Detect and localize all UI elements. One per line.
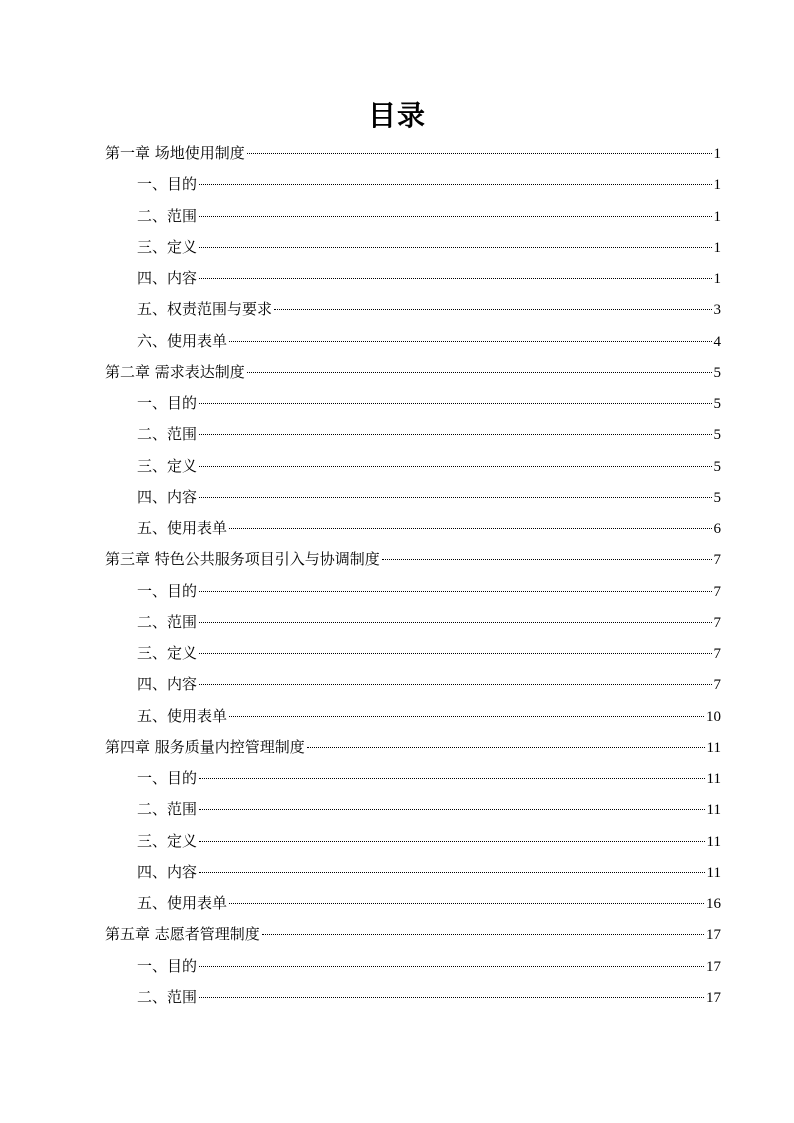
toc-entry-label: 六、使用表单 bbox=[137, 331, 228, 350]
toc-dot-leader bbox=[199, 466, 711, 467]
toc-dot-leader bbox=[199, 434, 711, 435]
toc-dot-leader bbox=[229, 528, 711, 529]
toc-entry-label: 三、定义 bbox=[137, 237, 198, 256]
toc-page-number: 11 bbox=[706, 833, 721, 850]
toc-entry-label: 一、目的 bbox=[137, 175, 198, 194]
toc-page-number: 6 bbox=[713, 521, 721, 537]
toc-page-number: 11 bbox=[706, 739, 721, 756]
toc-page-number: 11 bbox=[706, 771, 721, 787]
toc-entry-label: 第五章 志愿者管理制度 bbox=[105, 925, 260, 944]
toc-section-entry[interactable] bbox=[105, 982, 721, 1013]
toc-section-entry[interactable] bbox=[105, 888, 721, 919]
toc-entry-label: 三、定义 bbox=[137, 831, 198, 850]
toc-page-number: 7 bbox=[713, 614, 721, 631]
toc-page-number: 5 bbox=[713, 458, 721, 475]
toc-section-entry[interactable] bbox=[105, 232, 721, 263]
toc-section-entry[interactable] bbox=[105, 763, 721, 794]
toc-dot-leader bbox=[229, 341, 711, 342]
toc-dot-leader bbox=[247, 372, 712, 373]
toc-chapter-entry[interactable] bbox=[105, 138, 721, 169]
toc-dot-leader bbox=[262, 934, 704, 935]
toc-dot-leader bbox=[199, 872, 705, 873]
toc-page-number: 17 bbox=[706, 989, 721, 1006]
toc-entry-label: 三、定义 bbox=[137, 456, 198, 475]
toc-page-number: 1 bbox=[713, 239, 721, 256]
toc-section-entry[interactable] bbox=[105, 857, 721, 888]
toc-dot-leader bbox=[247, 153, 712, 154]
toc-entry-label: 四、内容 bbox=[137, 487, 198, 506]
toc-page-number: 3 bbox=[713, 302, 721, 319]
toc-entry-label: 四、内容 bbox=[137, 675, 198, 694]
toc-page-number: 1 bbox=[713, 177, 721, 194]
toc-page-number: 5 bbox=[713, 364, 721, 381]
toc-entry-label: 一、目的 bbox=[137, 769, 198, 787]
toc-entry-label: 五、使用表单 bbox=[137, 894, 228, 912]
toc-entry-label: 一、目的 bbox=[137, 956, 198, 975]
toc-section-entry[interactable] bbox=[105, 169, 721, 200]
toc-dot-leader bbox=[199, 778, 705, 779]
toc-page-number: 5 bbox=[713, 427, 721, 444]
toc-page-number: 10 bbox=[706, 708, 721, 725]
toc-dot-leader bbox=[199, 497, 711, 498]
toc-section-entry[interactable] bbox=[105, 951, 721, 982]
toc-entry-label: 一、目的 bbox=[137, 394, 198, 412]
toc-dot-leader bbox=[382, 559, 712, 560]
toc-entry-label: 第一章 场地使用制度 bbox=[105, 144, 245, 162]
toc-dot-leader bbox=[199, 653, 711, 654]
toc-page-number: 7 bbox=[713, 677, 721, 694]
toc-section-entry[interactable] bbox=[105, 607, 721, 638]
toc-section-entry[interactable] bbox=[105, 794, 721, 825]
toc-entry-label: 五、权责范围与要求 bbox=[137, 300, 273, 319]
toc-section-entry[interactable] bbox=[105, 263, 721, 294]
toc-entry-label: 二、范围 bbox=[137, 987, 198, 1006]
toc-page-number: 7 bbox=[713, 552, 721, 569]
toc-dot-leader bbox=[199, 622, 711, 623]
toc-dot-leader bbox=[199, 684, 711, 685]
toc-entry-label: 第三章 特色公共服务项目引入与协调制度 bbox=[105, 550, 380, 569]
toc-entry-label: 二、范围 bbox=[137, 800, 198, 819]
toc-section-entry[interactable] bbox=[105, 388, 721, 419]
toc-dot-leader bbox=[199, 841, 705, 842]
toc-page-number: 1 bbox=[713, 271, 721, 287]
toc-page-number: 1 bbox=[713, 208, 721, 225]
toc-entry-label: 三、定义 bbox=[137, 644, 198, 662]
toc-dot-leader bbox=[199, 216, 711, 217]
toc-section-entry[interactable] bbox=[105, 326, 721, 357]
toc-page-number: 11 bbox=[706, 802, 721, 819]
toc-dot-leader bbox=[229, 903, 704, 904]
toc-dot-leader bbox=[199, 997, 704, 998]
toc-section-entry[interactable] bbox=[105, 513, 721, 544]
toc-chapter-entry[interactable] bbox=[105, 357, 721, 388]
toc-dot-leader bbox=[199, 591, 711, 592]
toc-chapter-entry[interactable] bbox=[105, 544, 721, 575]
toc-page-number: 7 bbox=[713, 646, 721, 662]
page-title: 目录 bbox=[367, 99, 426, 132]
toc-section-entry[interactable] bbox=[105, 826, 721, 857]
toc-dot-leader bbox=[199, 403, 711, 404]
toc-page-number: 17 bbox=[706, 958, 721, 975]
toc-entry-label: 四、内容 bbox=[137, 269, 198, 287]
toc-dot-leader bbox=[199, 184, 711, 185]
toc-section-entry[interactable] bbox=[105, 201, 721, 232]
toc-dot-leader bbox=[229, 716, 704, 717]
toc-dot-leader bbox=[199, 247, 711, 248]
toc-section-entry[interactable] bbox=[105, 451, 721, 482]
toc-section-entry[interactable] bbox=[105, 482, 721, 513]
toc-section-entry[interactable] bbox=[105, 669, 721, 700]
toc-chapter-entry[interactable] bbox=[105, 919, 721, 950]
toc-entry-label: 第四章 服务质量内控管理制度 bbox=[105, 737, 305, 756]
toc-chapter-entry[interactable] bbox=[105, 732, 721, 763]
toc-entry-label: 四、内容 bbox=[137, 862, 198, 881]
toc-page-number: 16 bbox=[706, 896, 721, 912]
toc-page-number: 11 bbox=[706, 864, 721, 881]
toc-section-entry[interactable] bbox=[105, 294, 721, 325]
toc-entry-label: 五、使用表单 bbox=[137, 519, 228, 537]
toc-page-number: 1 bbox=[713, 146, 721, 162]
toc-list bbox=[105, 138, 721, 1013]
toc-page-number: 17 bbox=[706, 927, 721, 944]
toc-entry-label: 二、范围 bbox=[137, 206, 198, 225]
toc-section-entry[interactable] bbox=[105, 638, 721, 669]
toc-section-entry[interactable] bbox=[105, 576, 721, 607]
toc-entry-label: 五、使用表单 bbox=[137, 706, 228, 725]
toc-page-number: 7 bbox=[713, 583, 721, 600]
toc-dot-leader bbox=[274, 309, 711, 310]
toc-section-entry[interactable] bbox=[105, 701, 721, 732]
toc-entry-label: 第二章 需求表达制度 bbox=[105, 362, 245, 381]
toc-dot-leader bbox=[199, 966, 704, 967]
toc-dot-leader bbox=[307, 747, 705, 748]
toc-page-number: 5 bbox=[713, 489, 721, 506]
toc-section-entry[interactable] bbox=[105, 419, 721, 450]
toc-dot-leader bbox=[199, 809, 705, 810]
toc-dot-leader bbox=[199, 278, 711, 279]
toc-entry-label: 二、范围 bbox=[137, 612, 198, 631]
toc-page-number: 4 bbox=[713, 333, 721, 350]
toc-page-number: 5 bbox=[713, 396, 721, 412]
toc-entry-label: 二、范围 bbox=[137, 425, 198, 444]
toc-entry-label: 一、目的 bbox=[137, 581, 198, 600]
